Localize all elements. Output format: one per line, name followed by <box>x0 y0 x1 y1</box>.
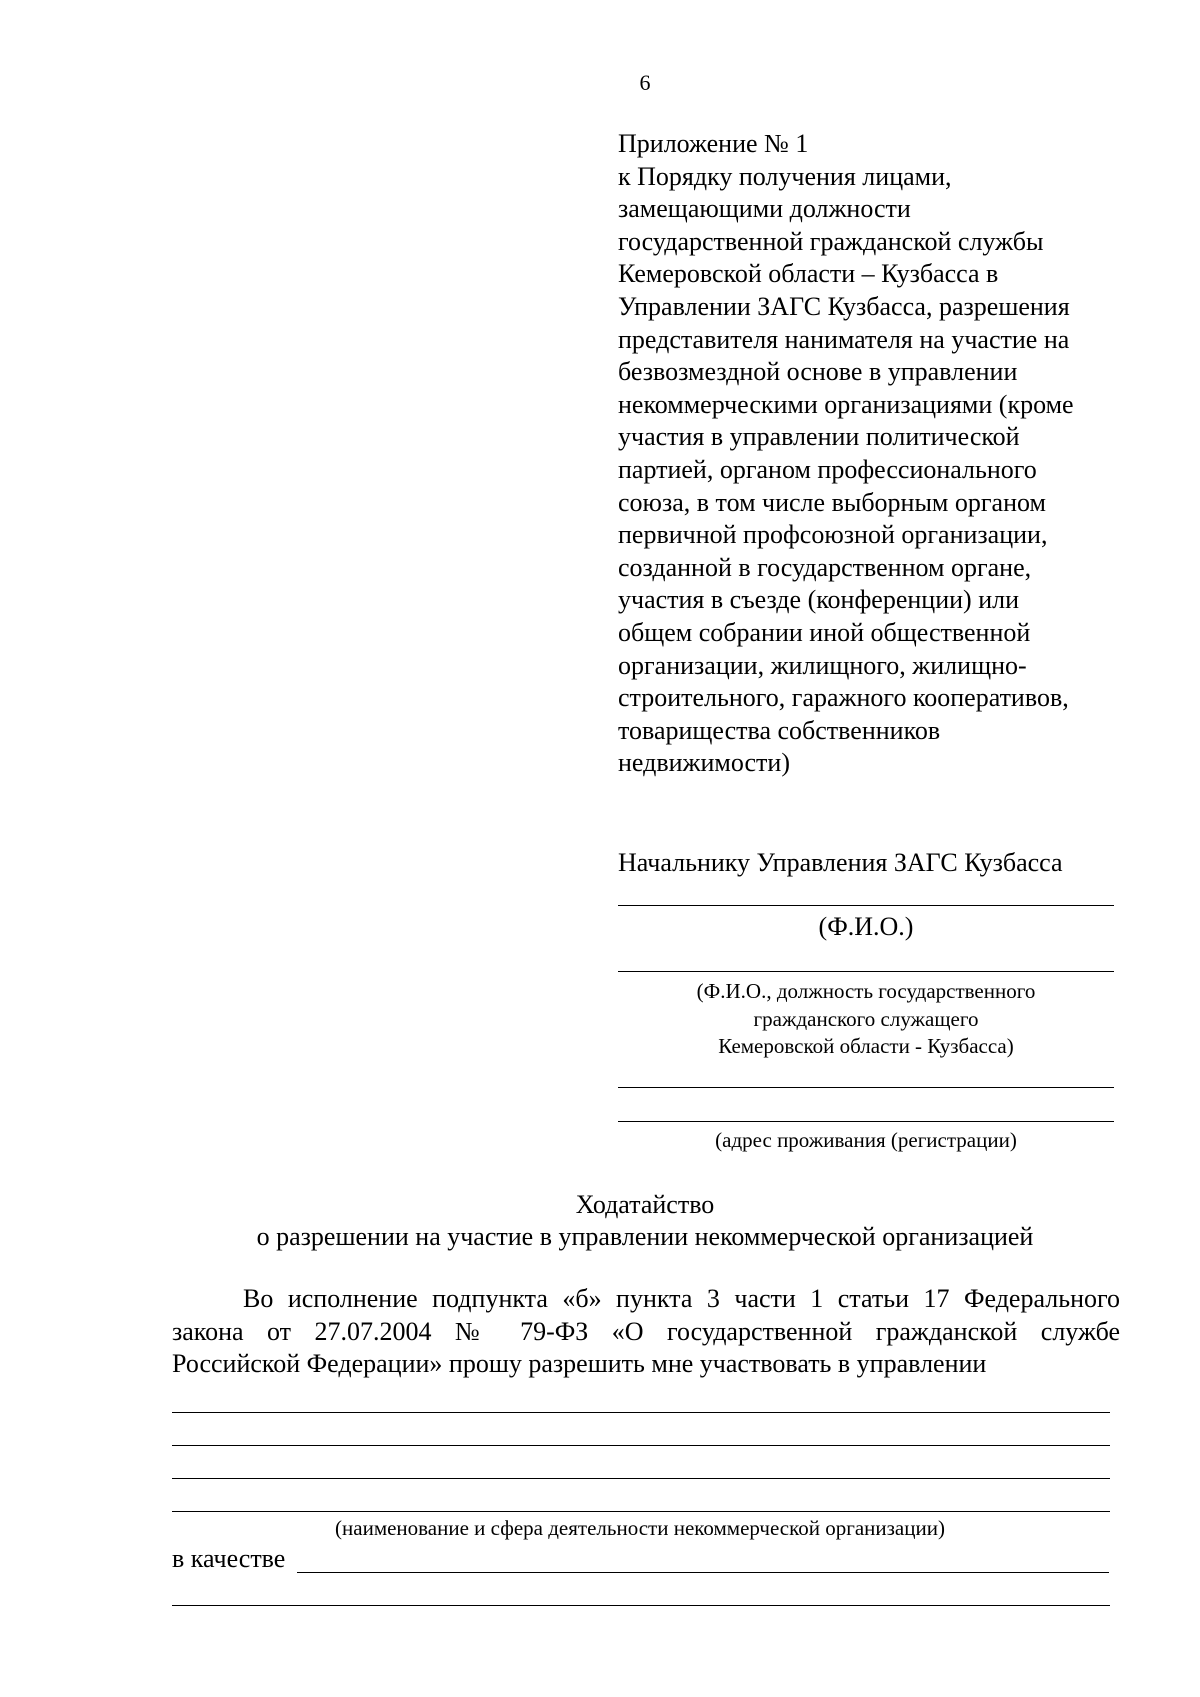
org-blank-line-3[interactable] <box>172 1478 1110 1479</box>
org-blank-line-2[interactable] <box>172 1445 1110 1446</box>
petition-title: Ходатайство <box>575 1190 715 1219</box>
appendix-line: участия в управлении политической <box>618 422 1020 452</box>
petition-subtitle: о разрешении на участие в управлении некоммерческой организацией <box>256 1222 1034 1251</box>
role-blank-line-2[interactable] <box>172 1605 1110 1606</box>
applicant-caption-line: Кемеровской области - Кузбасса) <box>718 1034 1014 1058</box>
appendix-line: созданной в государственном органе, <box>618 552 1032 582</box>
appendix-line: организации, жилищного, жилищно- <box>618 650 1027 680</box>
body-line: Российской Федерации» прошу разрешить мне участвовать в управлении <box>172 1349 987 1379</box>
body-line: закона от 27.07.2004 № 79-ФЗ «О государственной гражданской службе <box>172 1316 1120 1346</box>
address-blank-line-1[interactable] <box>618 1087 1114 1088</box>
appendix-line: безвозмездной основе в управлении <box>618 357 1018 387</box>
role-blank-line-1[interactable] <box>297 1572 1109 1573</box>
fio-blank-line[interactable] <box>618 905 1114 906</box>
appendix-line: общем собрании иной общественной <box>618 617 1031 647</box>
as-role-label: в качестве <box>172 1544 286 1573</box>
addressee-line: Начальнику Управления ЗАГС Кузбасса <box>618 848 1063 877</box>
appendix-line: представителя нанимателя на участие на <box>618 324 1070 354</box>
appendix-line: недвижимости) <box>618 748 790 778</box>
org-blank-line-1[interactable] <box>172 1412 1110 1413</box>
appendix-line: некоммерческими организациями (кроме <box>618 389 1074 419</box>
appendix-line: государственной гражданской службы <box>618 226 1044 256</box>
address-caption: (адрес проживания (регистрации) <box>715 1128 1017 1152</box>
appendix-block <box>618 128 1138 780</box>
appendix-line: строительного, гаражного кооперативов, <box>618 683 1069 713</box>
page-number: 6 <box>639 70 651 95</box>
appendix-line: Приложение № 1 <box>618 129 809 158</box>
body-line: Во исполнение подпункта «б» пункта 3 части 1 статьи 17 Федерального <box>243 1284 1120 1313</box>
appendix-line: замещающими должности <box>618 194 911 224</box>
fio-caption: (Ф.И.О.) <box>818 912 914 941</box>
appendix-line: участия в съезде (конференции) или <box>618 585 1020 615</box>
appendix-line: партией, органом профессионального <box>618 454 1037 484</box>
appendix-line: товарищества собственников <box>618 715 941 745</box>
org-caption: (наименование и сфера деятельности некоммерческой организации) <box>335 1516 945 1540</box>
org-blank-line-4[interactable] <box>172 1511 1110 1512</box>
appendix-line: к Порядку получения лицами, <box>618 161 952 191</box>
applicant-caption-line: (Ф.И.О., должность государственного <box>696 979 1036 1003</box>
petition-body <box>172 1283 1120 1381</box>
appendix-line: Кемеровской области – Кузбасса в <box>618 259 999 289</box>
applicant-caption <box>618 978 1114 1061</box>
address-blank-line-2[interactable] <box>618 1121 1114 1122</box>
applicant-caption-line: гражданского служащего <box>753 1006 979 1031</box>
appendix-line: Управлении ЗАГС Кузбасса, разрешения <box>618 291 1070 321</box>
applicant-blank-line[interactable] <box>618 971 1114 972</box>
appendix-line: первичной профсоюзной организации, <box>618 520 1048 550</box>
appendix-line: союза, в том числе выборным органом <box>618 487 1046 517</box>
